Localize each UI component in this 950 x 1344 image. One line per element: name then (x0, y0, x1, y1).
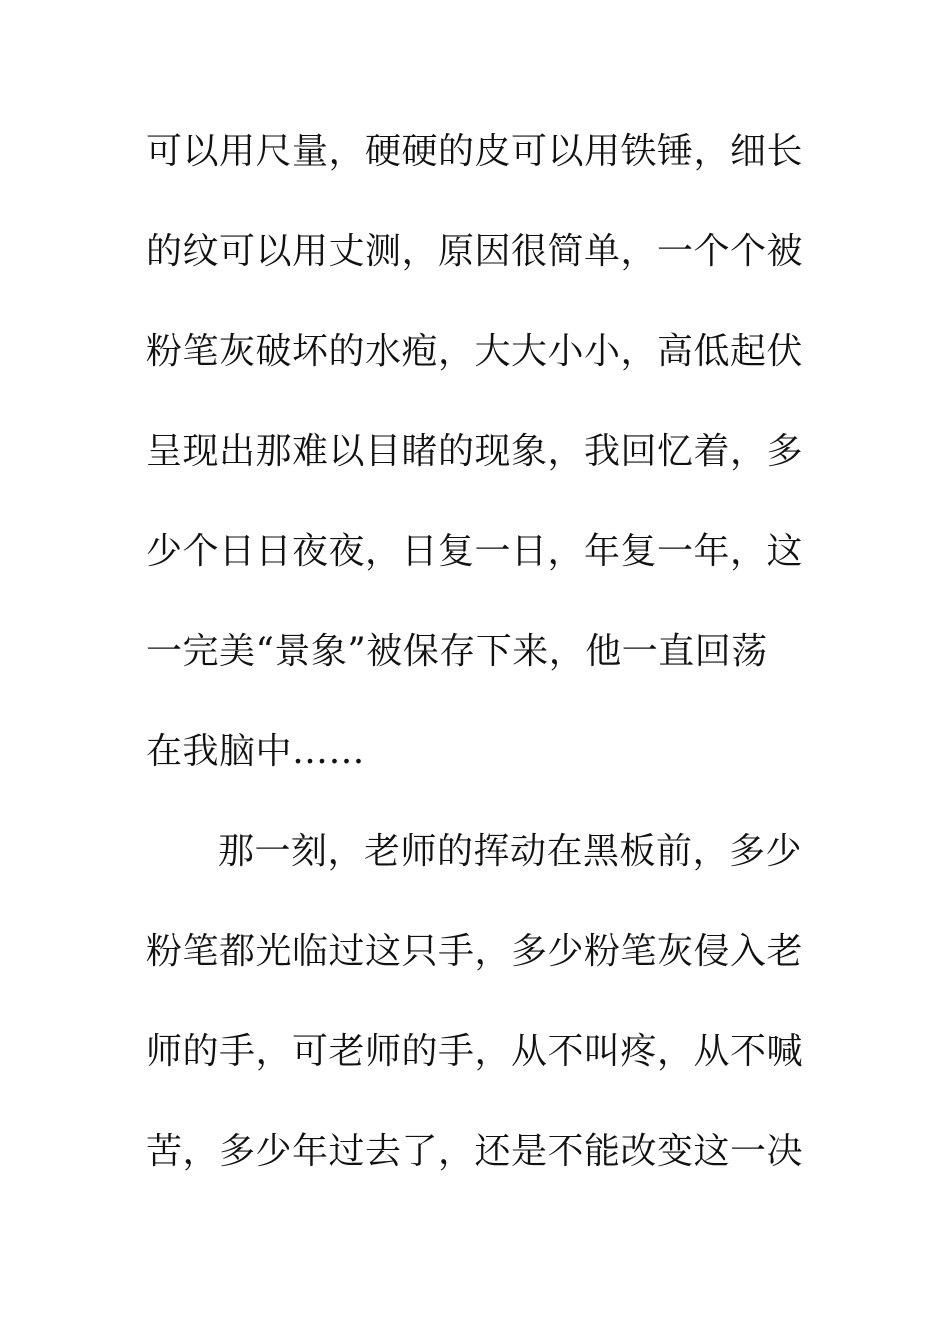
text-line: 可以用尺量，硬硬的皮可以用铁锤，细长 (146, 131, 804, 172)
text-line: 少个日日夜夜，日复一日，年复一年，这 (146, 531, 804, 572)
text-line: 苦，多少年过去了，还是不能改变这一决 (146, 1131, 804, 1172)
text-line: 一完美“景象”被保存下来，他一直回荡 (146, 631, 768, 672)
text-line: 在我脑中…… (146, 731, 366, 772)
text-line: 的纹可以用丈测，原因很简单，一个个被 (146, 231, 804, 272)
text-line: 师的手，可老师的手，从不叫疼，从不喊 (146, 1031, 804, 1072)
text-line: 呈现出那难以目睹的现象，我回忆着，多 (146, 431, 804, 472)
text-line: 粉笔灰破坏的水疱，大大小小，高低起伏 (146, 331, 804, 372)
paragraph-first-line: 那一刻，老师的挥动在黑板前，多少 (218, 831, 803, 872)
text-line: 粉笔都光临过这只手，多少粉笔灰侵入老 (146, 931, 804, 972)
